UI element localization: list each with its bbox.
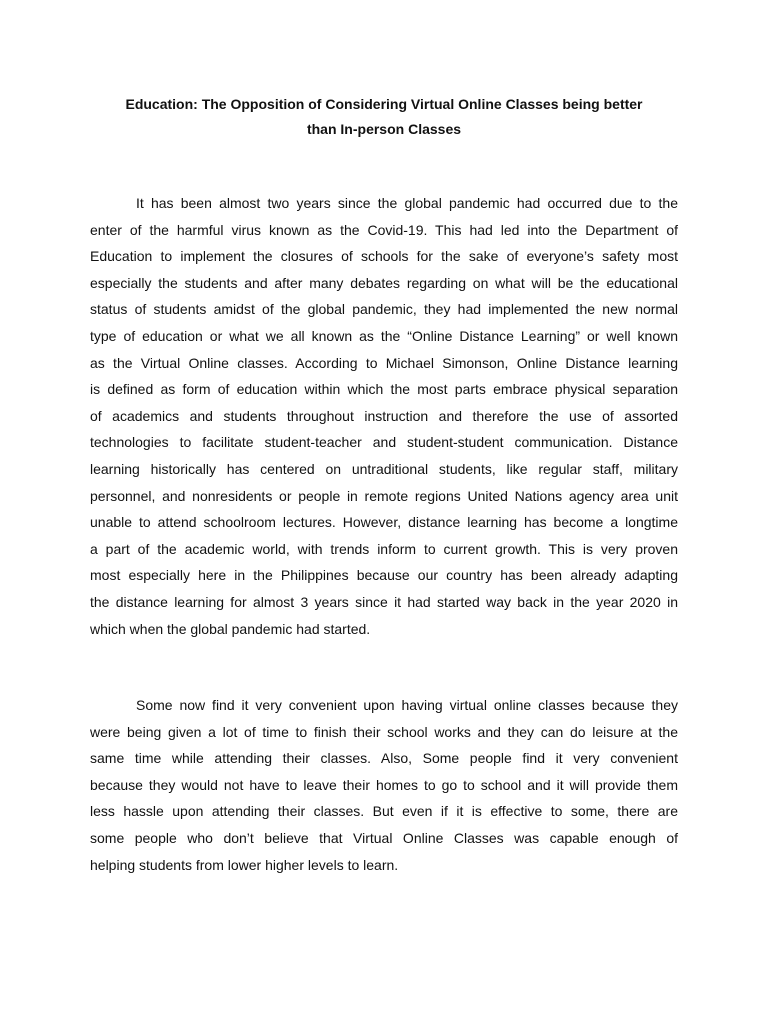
- paragraph-line: of academics and students throughout instruction and therefore the use of assorted: [90, 407, 678, 424]
- paragraph-line: learning historically has centered on untraditional students, like regular staff, military: [90, 460, 678, 477]
- paragraph-line: type of education or what we all known as the “Online Distance Learning” or well known: [90, 327, 678, 344]
- paragraph-line: Some now find it very convenient upon having virtual online classes because they: [136, 697, 678, 713]
- paragraph-line: status of students amidst of the global pandemic, they had implemented the new normal: [90, 301, 678, 318]
- paragraph-line: which when the global pandemic had started.: [90, 620, 371, 637]
- paragraph-line: is defined as form of education within which the most parts embrace physical separation: [90, 381, 678, 398]
- paragraph-line: as the Virtual Online classes. According to Michael Simonson, Online Distance learning: [90, 354, 678, 371]
- paragraph-line: the distance learning for almost 3 years since it had started way back in the year 2020 in: [90, 593, 678, 610]
- paragraph-line: It has been almost two years since the global pandemic had occurred due to the: [136, 195, 678, 211]
- paragraph-line: because they would not have to leave their homes to go to school and it will provide them: [90, 776, 678, 793]
- paragraph-line: personnel, and nonresidents or people in remote regions United Nations agency area unit: [90, 487, 678, 504]
- paragraph-line: especially the students and after many debates regarding on what will be the educational: [90, 274, 678, 291]
- paragraph-line: a part of the academic world, with trends inform to current growth. This is very proven: [90, 540, 678, 557]
- title-line-1: Education: The Opposition of Considering Virtual Online Classes being better: [125, 96, 643, 112]
- paragraph-line: were being given a lot of time to finish their school works and they can do leisure at the: [90, 723, 678, 740]
- paragraph-2: [90, 692, 678, 878]
- paragraph-line: less hassle upon attending their classes. But even if it is effective to some, there are: [90, 803, 678, 820]
- paragraph-line: unable to attend schoolroom lectures. However, distance learning has become a longtime: [90, 514, 678, 531]
- paragraph-line: technologies to facilitate student-teacher and student-student communication. Distance: [90, 434, 678, 451]
- paragraph-line: helping students from lower higher levels to learn.: [90, 856, 399, 873]
- paragraph-line: enter of the harmful virus known as the Covid-19. This had led into the Department of: [90, 221, 678, 238]
- paragraph-1: [90, 190, 678, 642]
- paragraph-line: some people who don’t believe that Virtual Online Classes was capable enough of: [90, 829, 678, 846]
- paragraph-line: Education to implement the closures of schools for the sake of everyone’s safety most: [90, 248, 678, 265]
- document-title: [90, 92, 678, 142]
- paragraph-line: most especially here in the Philippines because our country has been already adapting: [90, 567, 678, 584]
- title-line-2: than In-person Classes: [306, 121, 462, 137]
- paragraph-line: same time while attending their classes. Also, Some people find it very convenient: [90, 750, 678, 767]
